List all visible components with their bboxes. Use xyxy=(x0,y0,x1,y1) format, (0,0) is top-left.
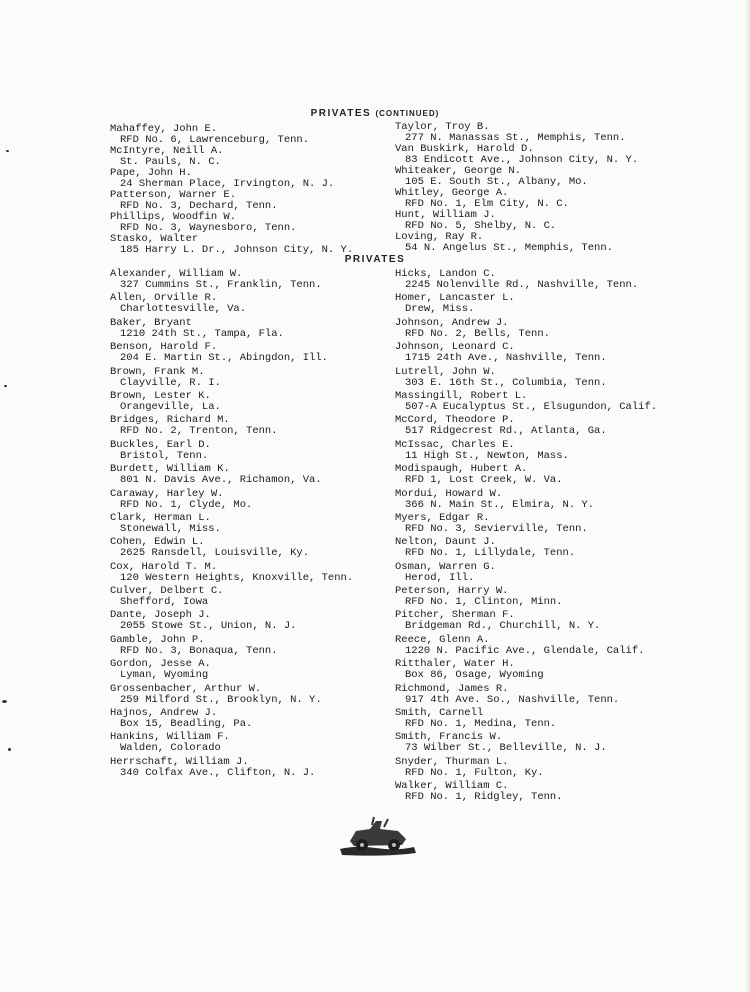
roster-entry xyxy=(395,144,638,166)
privates-left-column xyxy=(110,269,353,781)
entry-name: Whiteaker, George N. xyxy=(395,165,522,177)
page-edge-shadow xyxy=(744,0,750,992)
roster-entry xyxy=(395,367,657,389)
entry-address: Shefford, Iowa xyxy=(120,596,209,609)
entry-address: 327 Cummins St., Franklin, Tenn. xyxy=(120,279,322,291)
roster-entry xyxy=(110,464,353,486)
entry-address: Walden, Colorado xyxy=(120,742,221,755)
entry-address: 2625 Ransdell, Louisville, Ky. xyxy=(120,547,310,560)
entry-name: Smith, Francis W. xyxy=(395,731,503,744)
entry-address: Bridgeman Rd., Churchill, N. Y. xyxy=(405,620,601,633)
entry-address: RFD No. 6, Lawrenceburg, Tenn. xyxy=(120,134,310,146)
roster-entry xyxy=(110,708,353,730)
heading-title: PRIVATES xyxy=(310,108,372,119)
entry-address: Clayville, R. I. xyxy=(120,376,221,389)
entry-address: RFD No. 1, Lillydale, Tenn. xyxy=(405,547,576,560)
entry-name: Taylor, Troy B. xyxy=(395,121,490,133)
roster-entry xyxy=(395,464,657,486)
roster-entry xyxy=(395,391,657,413)
roster-entry xyxy=(110,293,353,315)
roster-entry xyxy=(110,212,353,234)
entry-address: Charlottesville, Va. xyxy=(120,303,247,316)
roster-entry xyxy=(395,757,657,779)
entry-name: Allen, Orville R. xyxy=(110,292,218,305)
roster-entry xyxy=(110,342,353,364)
entry-address: 917 4th Ave. So., Nashville, Tenn. xyxy=(405,693,620,706)
entry-name: McCord, Theodore P. xyxy=(395,414,515,427)
entry-address: RFD No. 1, Fulton, Ky. xyxy=(405,766,544,779)
scan-speck xyxy=(4,385,7,387)
heading-continued-suffix: (CONTINUED) xyxy=(375,109,440,118)
entry-name: Lutrell, John W. xyxy=(395,365,496,378)
entry-name: Homer, Lancaster L. xyxy=(395,292,515,305)
scan-speck xyxy=(2,700,7,703)
roster-entry xyxy=(110,659,353,681)
roster-entry xyxy=(395,232,638,254)
privates-heading xyxy=(0,254,750,265)
roster-entry xyxy=(110,586,353,608)
entry-name: Osman, Warren G. xyxy=(395,560,496,573)
roster-entry xyxy=(110,635,353,657)
roster-entry xyxy=(110,732,353,754)
entry-name: Bridges, Richard M. xyxy=(110,414,230,427)
entry-name: Smith, Carnell xyxy=(395,707,484,720)
entry-name: Cohen, Edwin L. xyxy=(110,536,205,549)
entry-address: 54 N. Angelus St., Memphis, Tenn. xyxy=(405,242,613,254)
continued-right-column xyxy=(395,122,638,254)
roster-entry xyxy=(110,146,353,168)
entry-name: Patterson, Warner E. xyxy=(110,189,237,201)
entry-address: 303 E. 16th St., Columbia, Tenn. xyxy=(405,376,607,389)
entry-address: RFD No. 3, Dechard, Tenn. xyxy=(120,200,278,212)
entry-address: 259 Milford St., Brooklyn, N. Y. xyxy=(120,693,322,706)
entry-address: Herod, Ill. xyxy=(405,571,475,584)
entry-name: Pape, John H. xyxy=(110,167,192,179)
entry-name: Dante, Joseph J. xyxy=(110,609,211,622)
entry-address: Bristol, Tenn. xyxy=(120,449,209,462)
entry-address: RFD No. 1, Ridgley, Tenn. xyxy=(405,791,563,804)
entry-address: 73 Wilber St., Belleville, N. J. xyxy=(405,742,607,755)
entry-name: Pitcher, Sherman F. xyxy=(395,609,515,622)
entry-address: RFD No. 3, Bonaqua, Tenn. xyxy=(120,644,278,657)
roster-entry xyxy=(395,562,657,584)
entry-address: 366 N. Main St., Elmira, N. Y. xyxy=(405,498,595,511)
entry-address: Stonewall, Miss. xyxy=(120,522,221,535)
entry-address: RFD No. 2, Bells, Tenn. xyxy=(405,327,550,340)
roster-entry xyxy=(395,489,657,511)
entry-address: RFD 1, Lost Creek, W. Va. xyxy=(405,474,563,487)
entry-name: Alexander, William W. xyxy=(110,268,243,280)
entry-name: Benson, Harold F. xyxy=(110,341,218,354)
jeep-hub-rear xyxy=(392,843,396,847)
entry-address: 801 N. Davis Ave., Richamon, Va. xyxy=(120,474,322,487)
roster-entry xyxy=(110,318,353,340)
roster-entry xyxy=(110,415,353,437)
roster-entry xyxy=(395,708,657,730)
entry-address: 24 Sherman Place, Irvington, N. J. xyxy=(120,178,335,190)
entry-address: RFD No. 3, Sevierville, Tenn. xyxy=(405,522,588,535)
roster-entry xyxy=(110,610,353,632)
scan-speck xyxy=(6,150,9,152)
roster-entry xyxy=(395,269,657,291)
entry-name: Reece, Glenn A. xyxy=(395,633,490,646)
entry-address: 185 Harry L. Dr., Johnson City, N. Y. xyxy=(120,244,354,256)
entry-address: RFD No. 2, Trenton, Tenn. xyxy=(120,425,278,438)
entry-address: 2055 Stowe St., Union, N. J. xyxy=(120,620,297,633)
roster-entry xyxy=(395,342,657,364)
entry-name: Modispaugh, Hubert A. xyxy=(395,463,528,476)
entry-name: Nelton, Daunt J. xyxy=(395,536,496,549)
roster-entry xyxy=(110,537,353,559)
roster-entry xyxy=(110,168,353,190)
entry-name: Caraway, Harley W. xyxy=(110,487,224,500)
entry-name: Brown, Lester K. xyxy=(110,389,211,402)
roster-entry xyxy=(110,684,353,706)
privates-right-column xyxy=(395,269,657,806)
jeep-ground xyxy=(340,847,416,856)
entry-name: Mordui, Howard W. xyxy=(395,487,503,500)
entry-address: Drew, Miss. xyxy=(405,303,475,316)
roster-entry xyxy=(110,391,353,413)
entry-name: Buckles, Earl D. xyxy=(110,438,211,451)
entry-name: Phillips, Woodfin W. xyxy=(110,211,237,223)
entry-name: Massingill, Robert L. xyxy=(395,389,528,402)
entry-address: 204 E. Martin St., Abingdon, Ill. xyxy=(120,352,328,365)
roster-entry xyxy=(395,635,657,657)
roster-entry xyxy=(110,440,353,462)
entry-name: Brown, Frank M. xyxy=(110,365,205,378)
entry-name: Johnson, Leonard C. xyxy=(395,341,515,354)
roster-entry xyxy=(395,293,657,315)
roster-entry xyxy=(395,440,657,462)
entry-name: Burdett, William K. xyxy=(110,463,230,476)
roster-entry xyxy=(395,166,638,188)
roster-entry xyxy=(110,562,353,584)
entry-address: Lyman, Wyoming xyxy=(120,669,209,682)
entry-address: 517 Ridgecrest Rd., Atlanta, Ga. xyxy=(405,425,607,438)
roster-entry xyxy=(110,269,353,291)
entry-address: RFD No. 1, Clyde, Mo. xyxy=(120,498,253,511)
entry-address: 83 Endicott Ave., Johnson City, N. Y. xyxy=(405,154,639,166)
entry-address: 340 Colfax Ave., Clifton, N. J. xyxy=(120,766,316,779)
roster-entry xyxy=(395,210,638,232)
roster-entry xyxy=(110,757,353,779)
entry-name: McIssac, Charles E. xyxy=(395,438,515,451)
entry-address: 120 Western Heights, Knoxville, Tenn. xyxy=(120,571,354,584)
roster-entry xyxy=(395,122,638,144)
roster-entry xyxy=(110,513,353,535)
roster-entry xyxy=(110,367,353,389)
entry-address: 507-A Eucalyptus St., Elsugundon, Calif. xyxy=(405,400,658,413)
entry-address: Orangeville, La. xyxy=(120,400,221,413)
entry-address: RFD No. 1, Medina, Tenn. xyxy=(405,718,557,731)
entry-name: Richmond, James R. xyxy=(395,682,509,695)
entry-name: Peterson, Harry W. xyxy=(395,585,509,598)
continued-left-column xyxy=(110,124,353,256)
entry-address: Box 86, Osage, Wyoming xyxy=(405,669,544,682)
entry-address: Box 15, Beadling, Pa. xyxy=(120,718,253,731)
entry-name: Johnson, Andrew J. xyxy=(395,316,509,329)
roster-entry xyxy=(395,781,657,803)
entry-address: 105 E. South St., Albany, Mo. xyxy=(405,176,588,188)
jeep-illustration xyxy=(336,815,418,859)
entry-name: Loving, Ray R. xyxy=(395,231,484,243)
entry-name: Gordon, Jesse A. xyxy=(110,658,211,671)
privates-continued-heading xyxy=(0,108,750,119)
entry-address: RFD No. 1, Elm City, N. C. xyxy=(405,198,569,210)
entry-address: St. Pauls, N. C. xyxy=(120,156,221,168)
entry-name: Culver, Delbert C. xyxy=(110,585,224,598)
entry-name: Clark, Herman L. xyxy=(110,511,211,524)
heading-title: PRIVATES xyxy=(344,254,406,265)
roster-entry xyxy=(110,190,353,212)
entry-name: McIntyre, Neill A. xyxy=(110,145,224,157)
roster-entry xyxy=(110,124,353,146)
entry-name: Ritthaler, Water H. xyxy=(395,658,515,671)
entry-name: Hicks, Landon C. xyxy=(395,268,496,280)
entry-name: Hankins, William F. xyxy=(110,731,230,744)
entry-name: Grossenbacher, Arthur W. xyxy=(110,682,262,695)
roster-entry xyxy=(395,610,657,632)
entry-address: 1220 N. Pacific Ave., Glendale, Calif. xyxy=(405,644,645,657)
entry-name: Hunt, William J. xyxy=(395,209,496,221)
entry-name: Baker, Bryant xyxy=(110,316,192,329)
entry-address: RFD No. 3, Waynesboro, Tenn. xyxy=(120,222,297,234)
entry-address: 11 High St., Newton, Mass. xyxy=(405,449,569,462)
entry-name: Snyder, Thurman L. xyxy=(395,755,509,768)
entry-name: Gamble, John P. xyxy=(110,633,205,646)
entry-name: Myers, Edgar R. xyxy=(395,511,490,524)
roster-entry xyxy=(395,318,657,340)
entry-name: Herrschaft, William J. xyxy=(110,755,249,768)
roster-entry xyxy=(110,234,353,256)
entry-name: Hajnos, Andrew J. xyxy=(110,707,218,720)
roster-entry xyxy=(395,732,657,754)
entry-name: Stasko, Walter xyxy=(110,233,199,245)
entry-address: 1715 24th Ave., Nashville, Tenn. xyxy=(405,352,607,365)
jeep-hub-front xyxy=(360,843,364,847)
roster-entry xyxy=(395,513,657,535)
roster-entry xyxy=(395,659,657,681)
entry-address: 2245 Nolenville Rd., Nashville, Tenn. xyxy=(405,279,639,291)
scan-speck xyxy=(8,748,11,751)
entry-name: Mahaffey, John E. xyxy=(110,123,218,135)
roster-entry xyxy=(395,537,657,559)
entry-name: Whitley, George A. xyxy=(395,187,509,199)
entry-address: RFD No. 1, Clinton, Minn. xyxy=(405,596,563,609)
entry-name: Walker, William C. xyxy=(395,780,509,793)
entry-name: Van Buskirk, Harold D. xyxy=(395,143,534,155)
roster-entry xyxy=(395,415,657,437)
entry-name: Cox, Harold T. M. xyxy=(110,560,218,573)
entry-address: 277 N. Manassas St., Memphis, Tenn. xyxy=(405,132,626,144)
entry-address: 1210 24th St., Tampa, Fla. xyxy=(120,327,284,340)
roster-entry xyxy=(110,489,353,511)
entry-address: RFD No. 5, Shelby, N. C. xyxy=(405,220,557,232)
roster-entry xyxy=(395,188,638,210)
roster-entry xyxy=(395,684,657,706)
roster-entry xyxy=(395,586,657,608)
